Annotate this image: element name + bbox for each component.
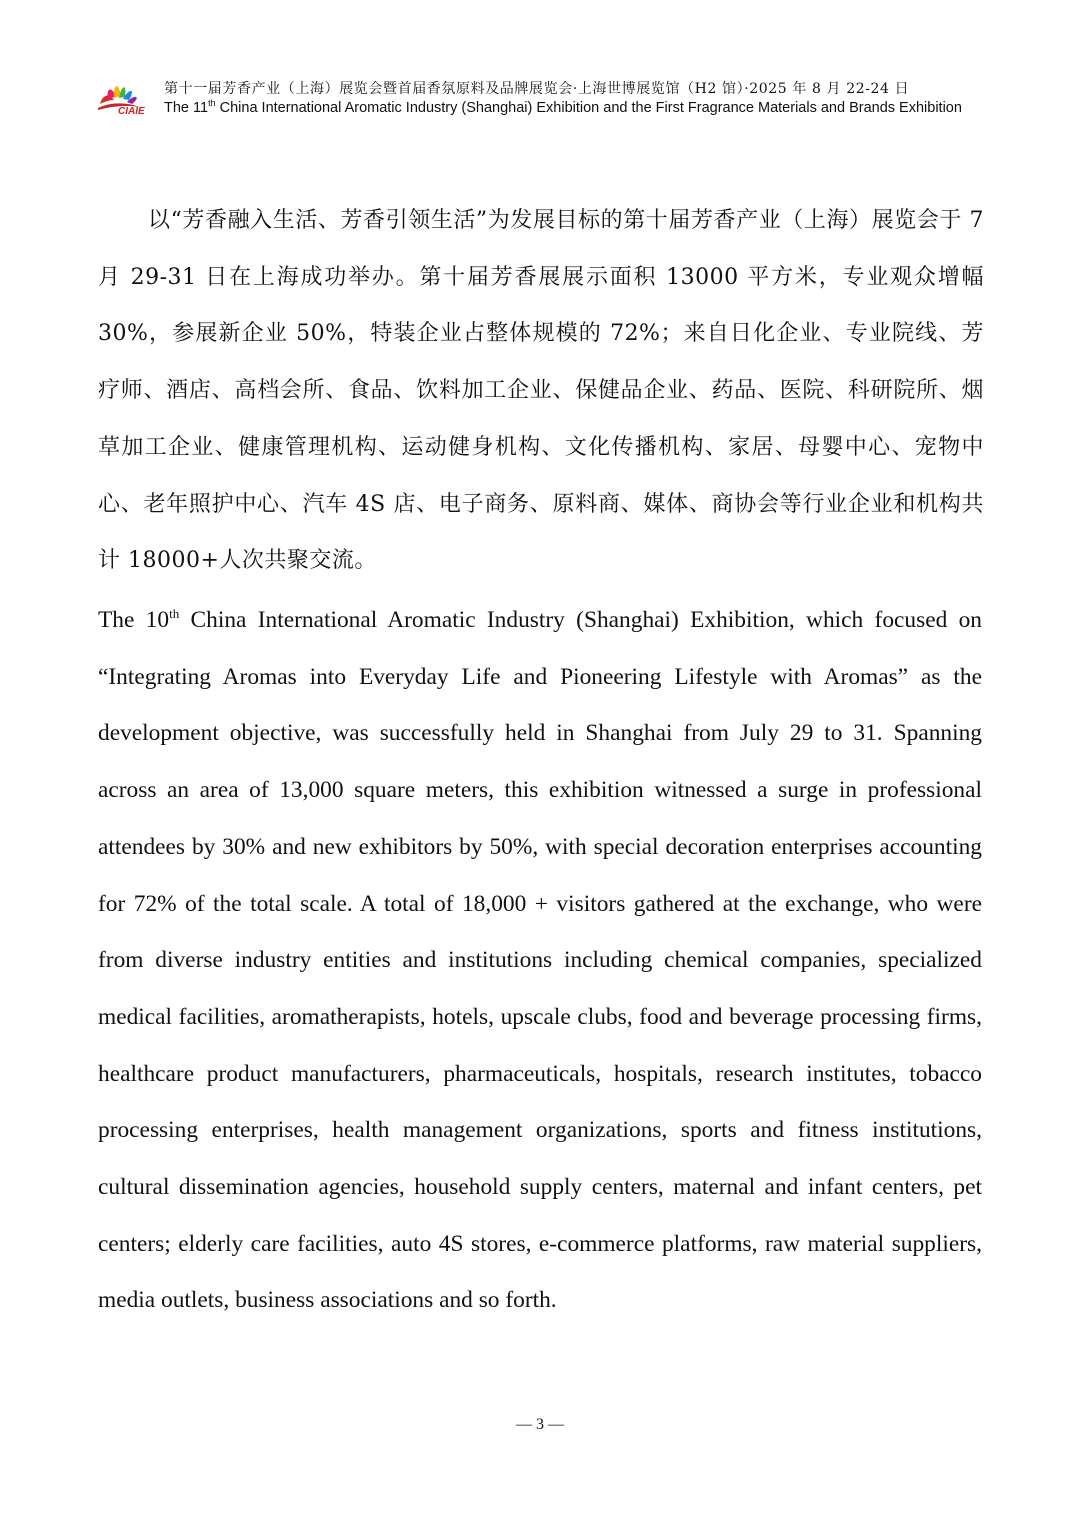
page-number: — 3 — [516,1416,564,1433]
body-paragraph-en: The 10th China International Aromatic Industry (Shanghai) Exhibition, which focused on “Integrating Aromas into Everyday Life and Pioneering Lifestyle with Aromas” as the development objective, was successfully held in Shanghai from July 29 to 31. Spanning across an area of 13,000 square meters, this exhibition witnessed a surge in professional attendees by 30% and new exhibitors by 50%, with special decoration enterprises accounting for 72% of the total scale. A total of 18,000 + visitors gathered at the exchange, who were from diverse industry entities and institutions including chemical companies, specialized medical facilities, aromatherapists, hotels, upscale clubs, food and beverage processing firms, healthcare product manufacturers, pharmaceuticals, hospitals, research institutes, tobacco processing enterprises, health management organizations, sports and fitness institutions, cultural dissemination agencies, household supply centers, maternal and infant centers, pet centers; elderly care facilities, auto 4S stores, e-commerce platforms, raw material suppliers, media outlets, business associations and so forth. [98,606,982,1314]
page-header [96,76,988,126]
body-paragraph-zh: 以“芳香融入生活、芳香引领生活”为发展目标的第十届芳香产业（上海）展览会于 7 月 29-31 日在上海成功举办。第十届芳香展展示面积 13000 平方米，专业观众增幅 30%，参展新企业 50%，特装企业占整体规模的 72%；来自日化企业、专业院线、芳疗师、酒店、高档会所、食品、饮料加工企业、保健品企业、药品、医院、科研院所、烟草加工企业、健康管理机构、运动健身机构、文化传播机构、家居、母婴中心、宠物中心、老年照护中心、汽车 4S 店、电子商务、原料商、媒体、商协会等行业企业和机构共计 18000+人次共聚交流。 [98,208,984,574]
logo-wordmark: CIAIE [118,106,145,117]
header-title-zh: 第十一届芳香产业（上海）展览会暨首届香氛原料及品牌展览会·上海世博展览馆（H2 馆）·2025 年 8 月 22-24 日 [164,81,910,97]
header-title-en: The 11th China International Aromatic Industry (Shanghai) Exhibition and the First Fragrance Materials and Brands Exhibition [164,98,962,116]
